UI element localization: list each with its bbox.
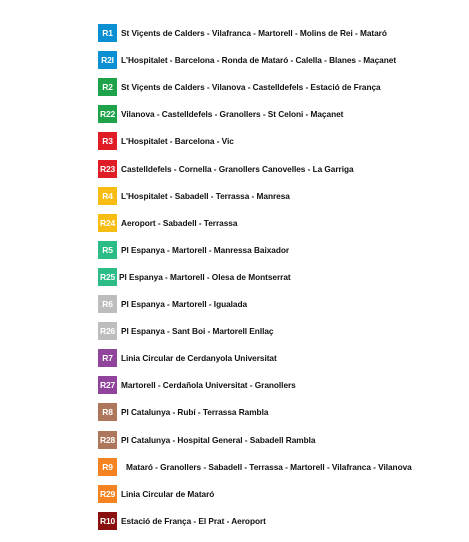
line-badge-r2: R2 (98, 78, 117, 96)
line-route-label: Pl Espanya - Sant Boi - Martorell Enllaç (121, 326, 274, 337)
line-badge-r8: R8 (98, 403, 117, 421)
legend-row-r5 (98, 241, 289, 259)
line-route-label: L'Hospitalet - Barcelona - Ronda de Mataró - Calella - Blanes - Maçanet (121, 55, 397, 66)
line-route-label: Aeroport - Sabadell - Terrassa (121, 217, 238, 228)
line-route-label: Linia Circular de Cerdanyola Universitat (121, 353, 277, 364)
line-route-label: Linia Circular de Mataró (121, 488, 215, 499)
line-badge-r6: R6 (98, 295, 117, 313)
line-route-label: Castelldefels - Cornella - Granollers Canovelles - La Garriga (121, 163, 354, 174)
line-badge-r10: R10 (98, 512, 117, 530)
legend-row-r10 (98, 512, 266, 530)
line-badge-r24: R24 (98, 214, 117, 232)
line-badge-r2i: R2I (98, 51, 117, 69)
line-route-label: Martorell - Cerdañola Universitat - Granollers (121, 380, 296, 391)
line-badge-r23: R23 (98, 160, 117, 178)
line-badge-r29: R29 (98, 485, 117, 503)
line-badge-r9: R9 (98, 458, 117, 476)
line-route-label: St Viçents de Calders - Vilafranca - Martorell - Molins de Rei - Mataró (121, 28, 387, 38)
line-badge-r27: R27 (98, 376, 117, 394)
legend-row-r25 (98, 268, 291, 286)
line-route-label: Vilanova - Castelldefels - Granollers - St Celoni - Maçanet (121, 109, 344, 120)
line-route-label: Pl Espanya - Martorell - Olesa de Montserrat (119, 271, 291, 282)
legend-row-r22 (98, 105, 343, 123)
line-badge-r5: R5 (98, 241, 117, 259)
line-route-label: Pl Espanya - Martorell - Igualada (121, 299, 248, 309)
line-route-label: Estació de França - El Prat - Aeroport (121, 515, 266, 526)
line-route-label: Mataró - Granollers - Sabadell - Terrassa - Martorell - Vilafranca - Vilanova (126, 461, 412, 472)
line-route-label: St Viçents de Calders - Vilanova - Castelldefels - Estació de França (121, 82, 381, 93)
line-badge-r25: R25 (98, 268, 117, 286)
line-badge-r7: R7 (98, 349, 117, 367)
legend-row-r8 (98, 403, 268, 421)
legend-row-r3 (98, 132, 234, 150)
legend-row-r27 (98, 376, 296, 394)
line-route-label: L'Hospitalet - Barcelona - Vic (121, 136, 234, 147)
line-badge-r26: R26 (98, 322, 117, 340)
legend-row-r24 (98, 214, 237, 232)
legend-row-r26 (98, 322, 273, 340)
legend-row-r6 (98, 295, 247, 313)
legend-row-r2i (98, 51, 396, 69)
line-route-label: Pl Catalunya - Rubí - Terrassa Rambla (121, 407, 269, 418)
legend-row-r23 (98, 160, 354, 178)
line-badge-r22: R22 (98, 105, 117, 123)
legend-row-r9 (98, 458, 412, 476)
line-route-label: Pl Catalunya - Hospital General - Sabadell Rambla (121, 434, 316, 445)
legend-row-r28 (98, 431, 315, 449)
line-route-label: L'Hospitalet - Sabadell - Terrassa - Manresa (121, 190, 290, 201)
legend-row-r2 (98, 78, 381, 96)
line-badge-r28: R28 (98, 431, 117, 449)
line-badge-r3: R3 (98, 132, 117, 150)
legend-row-r29 (98, 485, 214, 503)
line-route-label: Pl Espanya - Martorell - Manressa Baixador (121, 244, 290, 255)
line-badge-r4: R4 (98, 187, 117, 205)
legend-row-r7 (98, 349, 277, 367)
legend-row-r1 (98, 24, 387, 42)
legend-row-r4 (98, 187, 290, 205)
line-badge-r1: R1 (98, 24, 117, 42)
